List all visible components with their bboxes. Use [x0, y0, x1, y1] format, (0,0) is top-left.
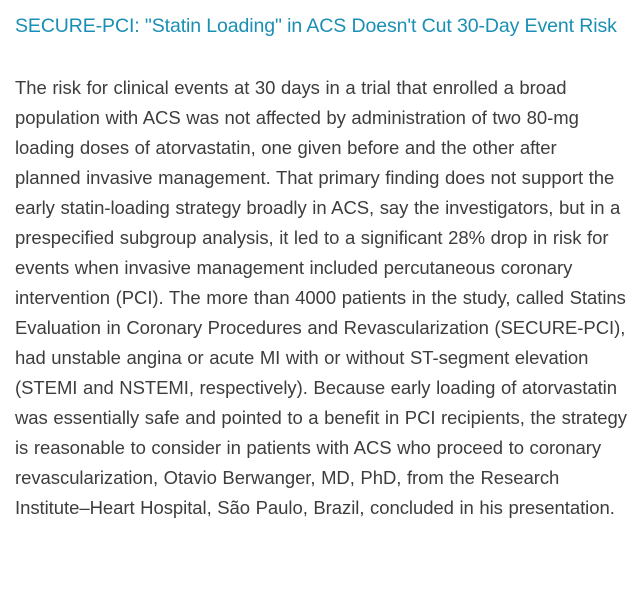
article-headline-link[interactable]: SECURE-PCI: "Statin Loading" in ACS Doesn't Cut 30-Day Event Risk: [15, 15, 617, 37]
article-body-paragraph: The risk for clinical events at 30 days in a trial that enrolled a broad population with ACS was not affected by administration of two 80-mg loading doses of atorvastatin, one given before and the other after planned invasive management. That primary finding does not support the early statin-loading strategy broadly in ACS, say the investigators, but in a prespecified subgroup analysis, it led to a significant 28% drop in risk for events when invasive management included percutaneous coronary intervention (PCI). The more than 4000 patients in the study, called Statins Evaluation in Coronary Procedures and Revascularization (SECURE-PCI), had unstable angina or acute MI with or without ST-segment elevation (STEMI and NSTEMI, respectively). Because early loading of atorvastatin was essentially safe and pointed to a benefit in PCI recipients, the strategy is reasonable to consider in patients with ACS who proceed to coronary revascularization, Otavio Berwanger, MD, PhD, from the Research Institute–Heart Hospital, São Paulo, Brazil, concluded in his presentation.: [15, 77, 627, 518]
article: [15, 0, 627, 523]
